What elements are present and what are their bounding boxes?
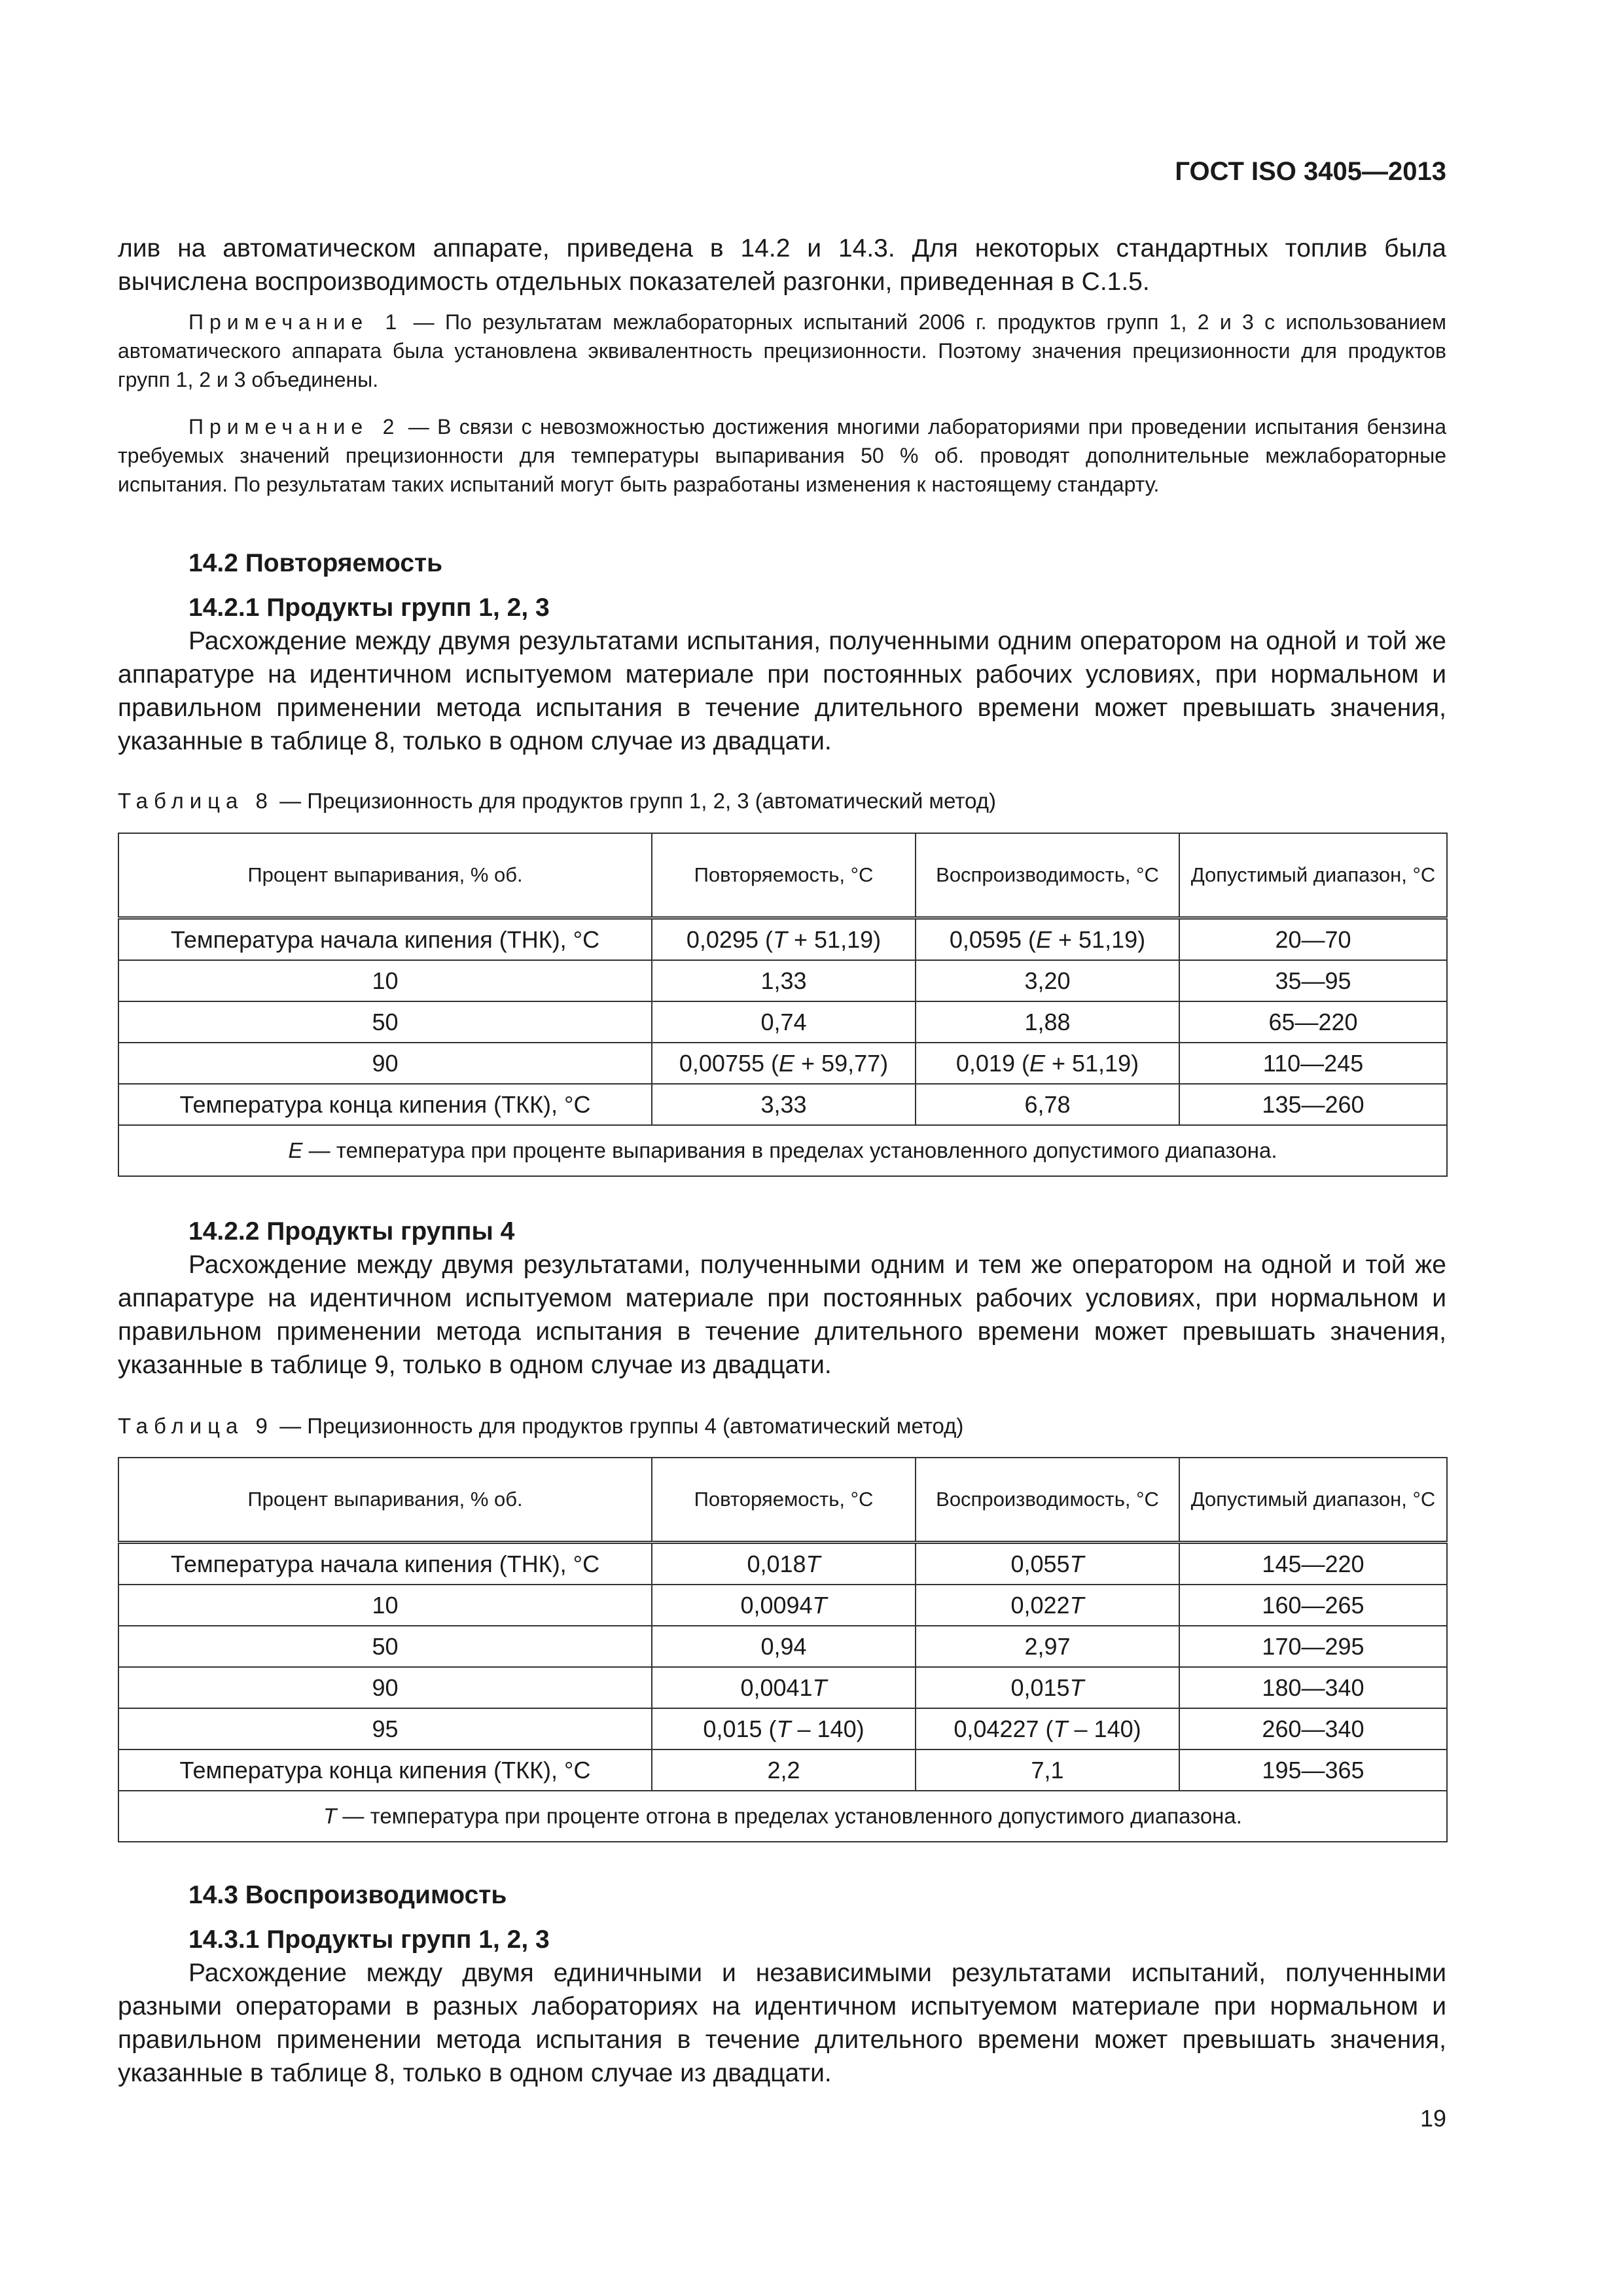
table-cell: 90 <box>118 1667 652 1708</box>
note-1-label: Примечание 1 <box>188 310 403 334</box>
table-cell: 0,94 <box>652 1626 916 1667</box>
table9-caption-text: — Прецизионность для продуктов группы 4 (автоматический метод) <box>279 1414 964 1438</box>
note-2-label: Примечание 2 <box>188 415 401 439</box>
table-cell: 1,88 <box>916 1001 1179 1043</box>
note-2-text: — В связи с невозможностью достижения многими лабораториями при проведении испытания бензина требуемых значений прецизионности для температуры выпаривания 50 % об. проводят дополнительные межлабораторные испытания. По результатам таких испытаний могут быть разработаны изменения к настоящему стандарту. <box>118 415 1446 496</box>
table-cell: 2,2 <box>652 1749 916 1791</box>
table8-header-cell: Процент выпаривания, % об. <box>118 833 652 918</box>
table9-header-cell: Повторяемость, °С <box>652 1458 916 1543</box>
table-row <box>118 1667 1447 1708</box>
table-cell: 0,00755 (E + 59,77) <box>652 1043 916 1084</box>
table-cell: 0,022T <box>916 1585 1179 1626</box>
table-cell: 3,20 <box>916 960 1179 1001</box>
table-cell: 160—265 <box>1179 1585 1447 1626</box>
table-cell: Температура конца кипения (ТКК), °С <box>118 1749 652 1791</box>
table9-caption <box>118 1412 963 1441</box>
section-14-2-2-heading: 14.2.2 Продукты группы 4 <box>188 1217 515 1246</box>
section-14-2-1-text: Расхождение между двумя результатами испытания, полученными одним оператором на одной и той же аппаратуре на идентичном испытуемом материале при постоянных рабочих условиях, при нормальном и правильном применении метода испытания в течение длительного времени может превышать значения, указанные в таблице 8, только в одном случае из двадцати. <box>118 627 1446 755</box>
table-cell: 10 <box>118 960 652 1001</box>
table9-footnote-row <box>118 1791 1447 1842</box>
table-cell: Температура начала кипения (ТНК), °С <box>118 1543 652 1585</box>
note-1 <box>118 308 1446 394</box>
table9-header-cell: Допустимый диапазон, °С <box>1179 1458 1447 1543</box>
table-cell: Температура конца кипения (ТКК), °С <box>118 1084 652 1125</box>
section-14-2-heading: 14.2 Повторяемость <box>188 549 443 577</box>
document-page <box>118 0 1446 2296</box>
table-cell: 0,015T <box>916 1667 1179 1708</box>
table-cell: 0,04227 (T – 140) <box>916 1708 1179 1749</box>
table8-caption-text: — Прецизионность для продуктов групп 1, 2, 3 (автоматический метод) <box>279 789 996 813</box>
table-cell: 3,33 <box>652 1084 916 1125</box>
table-row <box>118 1626 1447 1667</box>
table-cell: 90 <box>118 1043 652 1084</box>
table8-header-row <box>118 833 1447 918</box>
table9-caption-label: Таблица 9 <box>118 1414 274 1438</box>
table-cell: 170—295 <box>1179 1626 1447 1667</box>
table9-header-cell: Процент выпаривания, % об. <box>118 1458 652 1543</box>
table-cell: 260—340 <box>1179 1708 1447 1749</box>
table-row <box>118 918 1447 961</box>
table8-header-cell: Повторяемость, °С <box>652 833 916 918</box>
table-cell: 0,0094T <box>652 1585 916 1626</box>
table-cell: 135—260 <box>1179 1084 1447 1125</box>
table-cell: 6,78 <box>916 1084 1179 1125</box>
table-cell: 0,018T <box>652 1543 916 1585</box>
table-row <box>118 1585 1447 1626</box>
table8-footnote: E — температура при проценте выпаривания в пределах установленного допустимого диапазона. <box>118 1125 1447 1176</box>
table-row <box>118 1749 1447 1791</box>
table-cell: 0,0295 (T + 51,19) <box>652 918 916 961</box>
table-cell: 50 <box>118 1626 652 1667</box>
note-2 <box>118 412 1446 499</box>
table-cell: 10 <box>118 1585 652 1626</box>
table-cell: 0,019 (E + 51,19) <box>916 1043 1179 1084</box>
table-cell: 0,74 <box>652 1001 916 1043</box>
table-cell: 0,0595 (E + 51,19) <box>916 918 1179 961</box>
table8-header-cell: Воспроизводимость, °С <box>916 833 1179 918</box>
table-cell: 2,97 <box>916 1626 1179 1667</box>
section-14-3-heading: 14.3 Воспроизводимость <box>188 1881 507 1909</box>
table9-header-row <box>118 1458 1447 1543</box>
table-cell: 195—365 <box>1179 1749 1447 1791</box>
table-row <box>118 960 1447 1001</box>
intro-paragraph: лив на автоматическом аппарате, приведена в 14.2 и 14.3. Для некоторых стандартных топлив была вычислена воспроизводимость отдельных показателей разгонки, приведенная в С.1.5. <box>118 234 1446 296</box>
table8-header-cell: Допустимый диапазон, °С <box>1179 833 1447 918</box>
standard-header: ГОСТ ISO 3405—2013 <box>1175 157 1446 186</box>
table-row <box>118 1084 1447 1125</box>
table-cell: Температура начала кипения (ТНК), °С <box>118 918 652 961</box>
table-cell: 0,015 (T – 140) <box>652 1708 916 1749</box>
table-cell: 65—220 <box>1179 1001 1447 1043</box>
table-cell: 0,055T <box>916 1543 1179 1585</box>
table-cell: 110—245 <box>1179 1043 1447 1084</box>
table-cell: 0,0041T <box>652 1667 916 1708</box>
table-8 <box>118 833 1448 1177</box>
table8-caption <box>118 787 996 816</box>
table-9 <box>118 1457 1448 1842</box>
table-row <box>118 1708 1447 1749</box>
table-cell: 145—220 <box>1179 1543 1447 1585</box>
section-14-3-1-heading: 14.3.1 Продукты групп 1, 2, 3 <box>188 1926 550 1954</box>
table-cell: 50 <box>118 1001 652 1043</box>
section-14-3-1-text: Расхождение между двумя единичными и независимыми результатами испытаний, полученными разными операторами в разных лабораториях на идентичном испытуемом материале при нормальном и правильном применении метода испытания в течение длительного времени может превышать значения, указанные в таблице 8, только в одном случае из двадцати. <box>118 1959 1446 2087</box>
table-cell: 20—70 <box>1179 918 1447 961</box>
table8-footnote-row <box>118 1125 1447 1176</box>
table9-header-cell: Воспроизводимость, °С <box>916 1458 1179 1543</box>
section-14-2-2-text: Расхождение между двумя результатами, полученными одним и тем же оператором на одной и той же аппаратуре на идентичном испытуемом материале при постоянных рабочих условиях, при нормальном и правильном применении метода испытания в течение длительного времени может превышать значения, указанные в таблице 9, только в одном случае из двадцати. <box>118 1251 1446 1379</box>
table-row <box>118 1543 1447 1585</box>
table9-footnote: T — температура при проценте отгона в пределах установленного допустимого диапазона. <box>118 1791 1447 1842</box>
page-number: 19 <box>1419 2105 1446 2132</box>
table8-caption-label: Таблица 8 <box>118 789 274 813</box>
table-row <box>118 1043 1447 1084</box>
note-1-text: — По результатам межлабораторных испытаний 2006 г. продуктов групп 1, 2 и 3 с использованием автоматического аппарата была установлена эквивалентность прецизионности. Поэтому значения прецизионности для продуктов групп 1, 2 и 3 объединены. <box>118 310 1447 391</box>
section-14-2-1-heading: 14.2.1 Продукты групп 1, 2, 3 <box>188 594 550 622</box>
table-cell: 35—95 <box>1179 960 1447 1001</box>
table-cell: 95 <box>118 1708 652 1749</box>
table-row <box>118 1001 1447 1043</box>
table-cell: 7,1 <box>916 1749 1179 1791</box>
table-cell: 180—340 <box>1179 1667 1447 1708</box>
table-cell: 1,33 <box>652 960 916 1001</box>
